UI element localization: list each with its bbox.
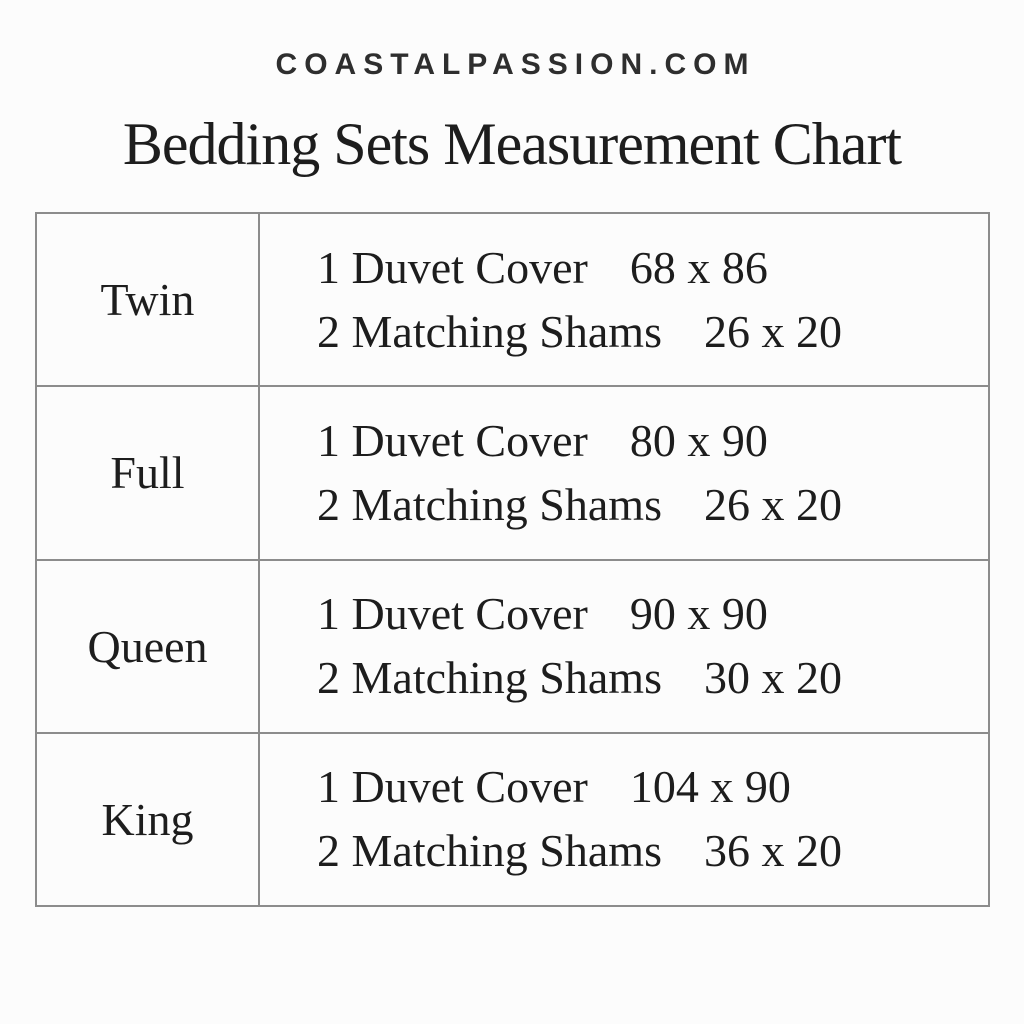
item-dimensions: 90 x 90: [629, 588, 768, 640]
size-cell: Twin: [37, 214, 260, 385]
item-dimensions: 104 x 90: [629, 761, 791, 813]
shams-line: [317, 646, 988, 710]
table-row-king: [37, 732, 988, 905]
item-dimensions: 26 x 20: [703, 478, 842, 530]
item-dimensions: 80 x 90: [629, 414, 768, 466]
shams-line: [317, 819, 988, 883]
item-label: 2 Matching Shams: [317, 305, 662, 357]
size-cell: Queen: [37, 561, 260, 732]
item-dimensions: 36 x 20: [703, 825, 842, 877]
site-header: COASTALPASSION.COM: [275, 48, 756, 81]
page-title: Bedding Sets Measurement Chart: [122, 111, 902, 177]
item-label: 1 Duvet Cover: [317, 414, 588, 466]
item-label: 2 Matching Shams: [317, 478, 662, 530]
item-label: 1 Duvet Cover: [317, 761, 588, 813]
table-row-twin: [37, 214, 988, 385]
details-cell: [260, 387, 988, 558]
item-dimensions: 68 x 86: [629, 241, 768, 293]
duvet-line: [317, 236, 988, 300]
item-label: 2 Matching Shams: [317, 825, 662, 877]
size-cell: Full: [37, 387, 260, 558]
measurement-table: [35, 212, 990, 907]
table-row-full: [37, 385, 988, 558]
duvet-line: [317, 582, 988, 646]
item-dimensions: 26 x 20: [703, 305, 842, 357]
details-cell: [260, 214, 988, 385]
item-dimensions: 30 x 20: [703, 652, 842, 704]
item-label: 2 Matching Shams: [317, 652, 662, 704]
item-label: 1 Duvet Cover: [317, 241, 588, 293]
shams-line: [317, 473, 988, 537]
duvet-line: [317, 755, 988, 819]
details-cell: [260, 734, 988, 905]
shams-line: [317, 300, 988, 364]
details-cell: [260, 561, 988, 732]
table-row-queen: [37, 559, 988, 732]
size-cell: King: [37, 734, 260, 905]
item-label: 1 Duvet Cover: [317, 588, 588, 640]
duvet-line: [317, 409, 988, 473]
